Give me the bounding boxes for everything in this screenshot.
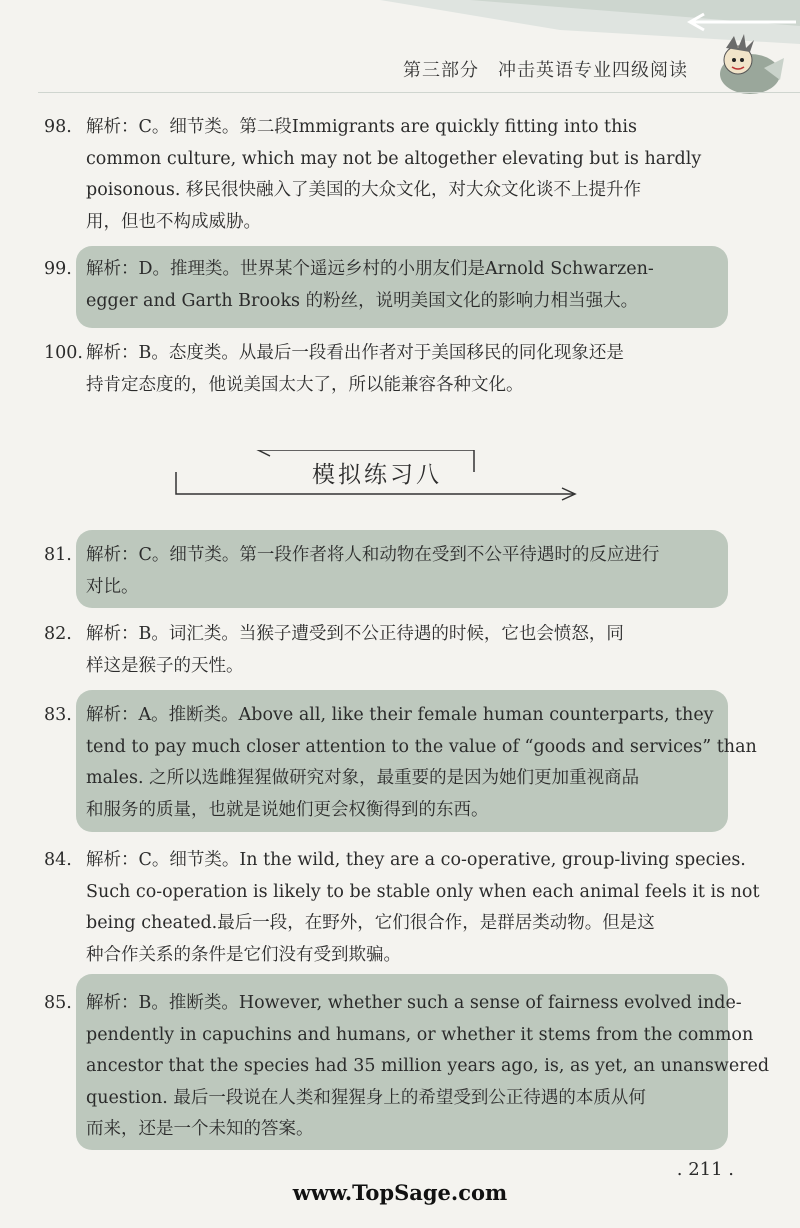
answer-item-85 <box>0 988 800 1148</box>
text-line: 解析：C。细节类。第一段作者将人和动物在受到不公平待遇时的反应进行 <box>86 545 660 565</box>
text-line: 用，但也不构成威胁。 <box>86 211 261 232</box>
text-line: 解析：B。推断类。However, whether such a sense of fairness evolved inde- <box>86 993 742 1013</box>
page-number: . 211 . <box>676 1159 734 1180</box>
text-line: being cheated.最后一段，在野外，它们很合作，是群居类动物。但是这 <box>86 913 655 933</box>
header-decoration <box>0 0 800 100</box>
text-line: ancestor that the species had 35 million years ago, is, as yet, an unanswered <box>86 1056 770 1076</box>
text-line: egger and Garth Brooks 的粉丝，说明美国文化的影响力相当强大。 <box>86 290 639 311</box>
text-line: common culture, which may not be altogether elevating but is hardly <box>86 148 702 169</box>
item-explanation <box>86 619 716 682</box>
text-line: 解析：C。细节类。In the wild, they are a co-operative, group-living species. <box>86 850 746 870</box>
text-line: pendently in capuchins and humans, or whether it stems from the common <box>86 1024 754 1045</box>
text-line: Such co-operation is likely to be stable only when each animal feels it is not <box>86 881 760 902</box>
item-number: 100. <box>44 343 83 363</box>
answer-item-81 <box>0 540 800 610</box>
text-line: 种合作关系的条件是它们没有受到欺骗。 <box>86 944 401 965</box>
answer-item-84 <box>0 845 800 975</box>
item-number: 85. <box>44 993 72 1013</box>
item-number: 82. <box>44 624 72 644</box>
item-explanation <box>86 112 716 238</box>
item-explanation <box>86 845 760 971</box>
text-line: question. 最后一段说在人类和猩猩身上的希望受到公正待遇的本质从何 <box>86 1087 646 1108</box>
answer-item-100 <box>0 338 800 408</box>
text-line: 样这是猴子的天性。 <box>86 655 244 676</box>
item-number: 83. <box>44 705 72 725</box>
text-line: 解析：B。态度类。从最后一段看出作者对于美国移民的同化现象还是 <box>86 343 624 363</box>
item-explanation <box>86 700 757 826</box>
answer-item-82 <box>0 619 800 689</box>
text-line: 解析：A。推断类。Above all, like their female human counterparts, they <box>86 705 714 725</box>
item-explanation <box>86 988 770 1146</box>
text-line: 和服务的质量，也就是说她们更会权衡得到的东西。 <box>86 799 489 820</box>
item-number: 98. <box>44 117 72 137</box>
text-line: 解析：B。词汇类。当猴子遭受到不公正待遇的时候，它也会愤怒，同 <box>86 624 624 644</box>
section-heading <box>0 450 800 510</box>
section-title: 模拟练习八 <box>312 462 442 488</box>
text-line: males. 之所以选雌猩猩做研究对象，最重要的是因为她们更加重视商品 <box>86 768 640 788</box>
item-explanation <box>86 540 716 603</box>
item-number: 81. <box>44 545 72 565</box>
text-line: 持肯定态度的，他说美国太大了，所以能兼容各种文化。 <box>86 374 524 395</box>
item-number: 84. <box>44 850 72 870</box>
text-line: 解析：D。推理类。世界某个遥远乡村的小朋友们是Arnold Schwarzen- <box>86 259 654 279</box>
answer-item-83 <box>0 700 800 830</box>
text-line: 对比。 <box>86 576 139 597</box>
text-line: 而来，还是一个未知的答案。 <box>86 1119 314 1139</box>
answer-item-98 <box>0 112 800 242</box>
text-line: poisonous. 移民很快融入了美国的大众文化，对大众文化谈不上提升作 <box>86 180 642 200</box>
chapter-title: 第三部分 冲击英语专业四级阅读 <box>403 60 688 81</box>
text-line: tend to pay much closer attention to the value of “goods and services” than <box>86 736 757 757</box>
item-explanation <box>86 338 716 401</box>
header-rule <box>38 92 800 93</box>
text-line: 解析：C。细节类。第二段Immigrants are quickly fitting into this <box>86 117 637 137</box>
page-header <box>0 0 800 100</box>
item-number: 99. <box>44 259 72 279</box>
item-explanation <box>86 254 716 317</box>
answer-item-99 <box>0 254 800 334</box>
website-link[interactable]: www.TopSage.com <box>292 1180 508 1205</box>
